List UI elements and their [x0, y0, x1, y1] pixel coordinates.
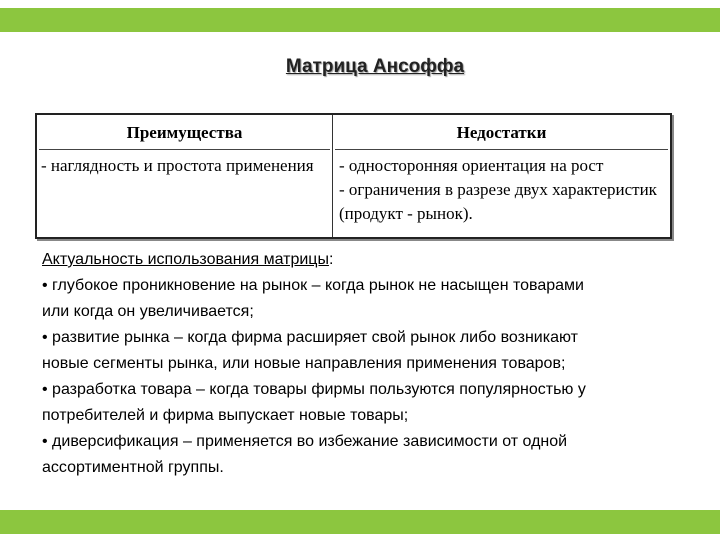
relevance-line: потребителей и фирма выпускает новые товары;: [42, 407, 409, 424]
disadvantage-item: - ограничения в разрезе двух характеристик (продукт - рынок).: [339, 180, 657, 223]
relevance-colon: :: [328, 251, 334, 268]
relevance-line: • глубокое проникновение на рынок – когда рынок не насыщен товарами: [42, 277, 584, 294]
disadvantages-column: [332, 115, 670, 237]
advantages-header: Преимущества: [126, 123, 243, 142]
advantages-column: [37, 115, 332, 237]
pros-cons-table: [35, 113, 672, 239]
bottom-accent-bar: [0, 506, 720, 540]
header-divider-right: [335, 149, 668, 150]
top-accent-bar: [0, 0, 720, 34]
relevance-heading: Актуальность использования матрицы: [42, 251, 329, 268]
relevance-line: или когда он увеличивается;: [42, 303, 254, 320]
advantages-cell: [41, 154, 326, 178]
relevance-line: • разработка товара – когда товары фирмы пользуются популярностью у: [42, 381, 586, 398]
relevance-line: • развитие рынка – когда фирма расширяет свой рынок либо возникают: [42, 329, 578, 346]
relevance-heading-line: [42, 247, 682, 273]
relevance-line: новые сегменты рынка, или новые направления применения товаров;: [42, 355, 566, 372]
disadvantages-header: Недостатки: [456, 123, 547, 142]
disadvantage-item: - односторонняя ориентация на рост: [339, 156, 604, 175]
disadvantages-cell: [339, 154, 659, 226]
relevance-line: • диверсификация – применяется во избежание зависимости от одной: [42, 433, 568, 450]
bottom-green-stripe: [0, 510, 720, 534]
relevance-section: [42, 247, 682, 481]
relevance-line: ассортиментной группы.: [42, 459, 224, 476]
top-green-stripe: [0, 8, 720, 32]
header-divider-left: [39, 149, 330, 150]
page-title: Матрица Ансоффа: [285, 56, 465, 77]
advantage-item: - наглядность и простота применения: [41, 156, 314, 175]
